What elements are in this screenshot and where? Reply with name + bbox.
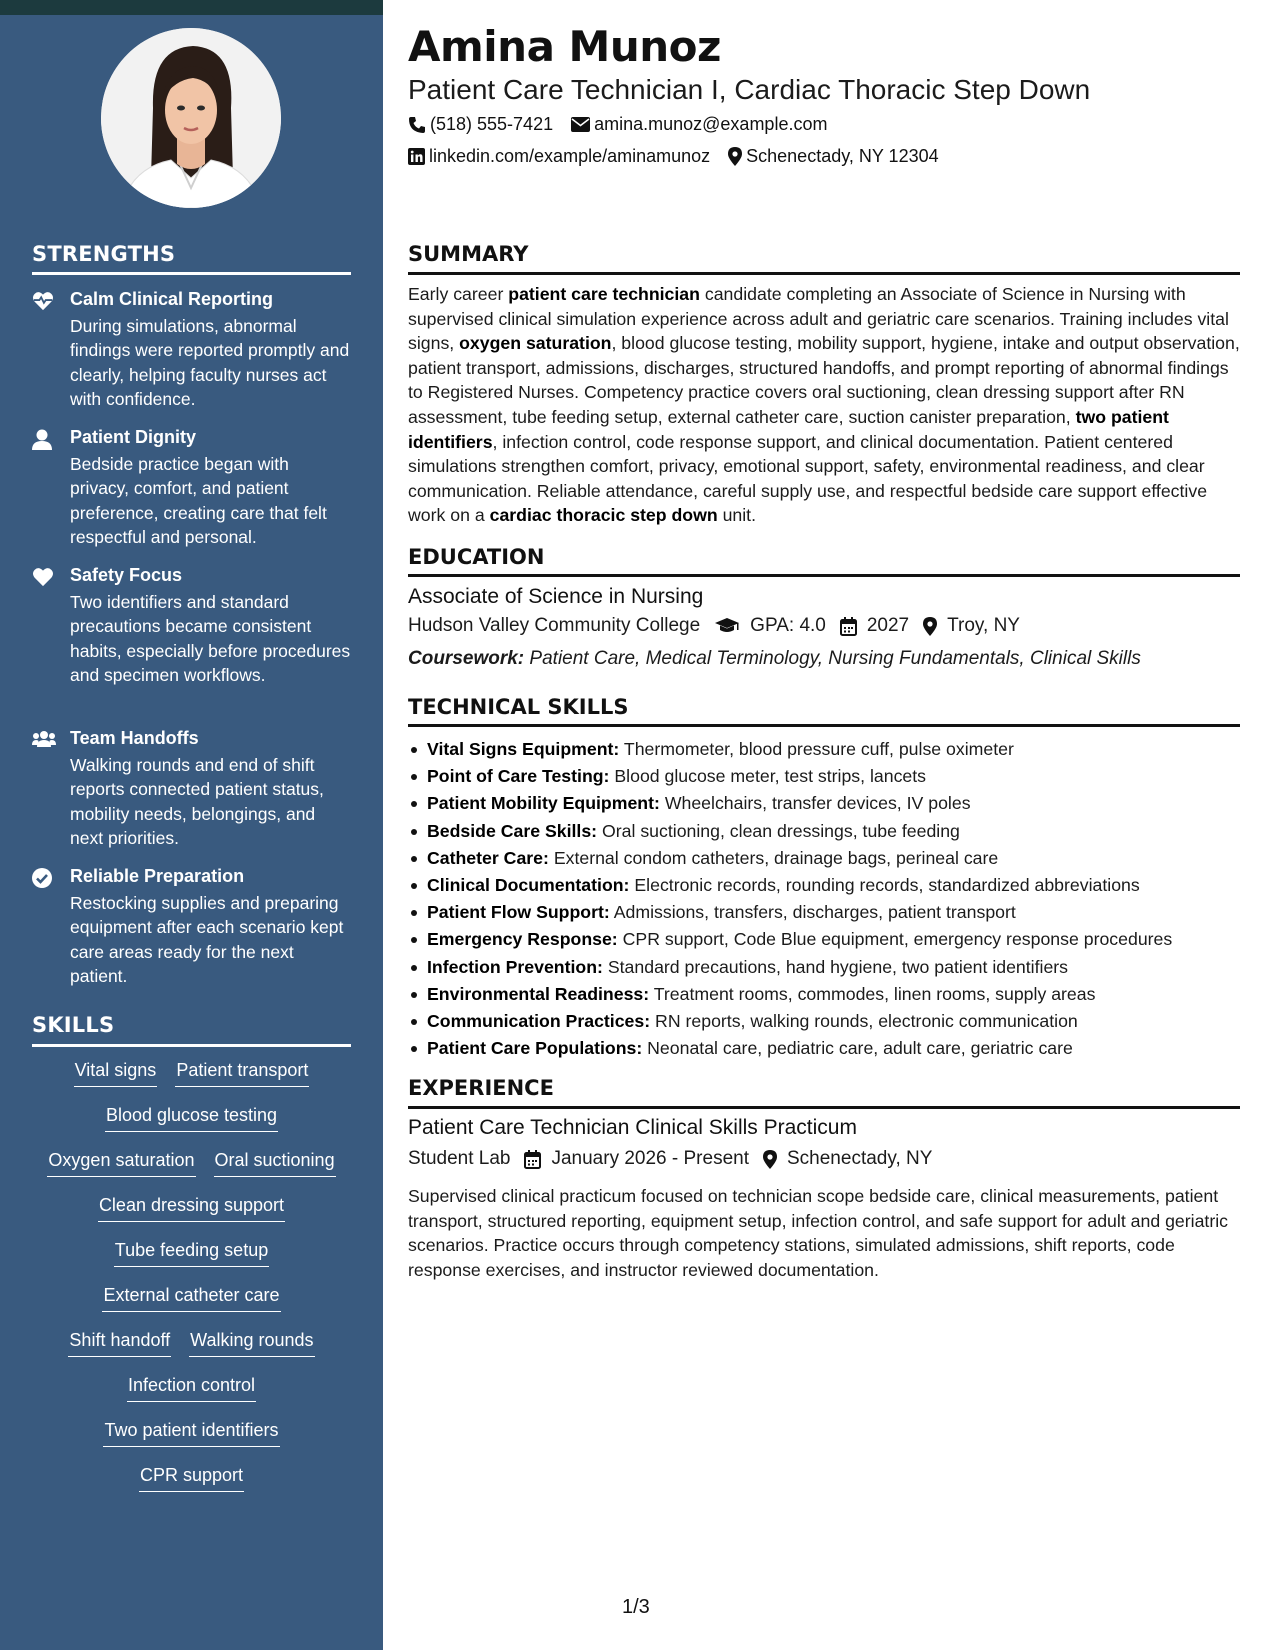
technical-skills-list (408, 736, 1240, 1062)
skill-chip-row (32, 1193, 351, 1238)
technical-skill-value: Neonatal care, pediatric care, adult care, geriatric care (647, 1038, 1073, 1059)
location-text: Schenectady, NY 12304 (746, 146, 939, 166)
grad-year-item (840, 615, 909, 637)
experience-location-text: Schenectady, NY (787, 1148, 933, 1169)
technical-skill-label: Bedside Care Skills: (427, 820, 598, 841)
strengths-heading: STRENGTHS (32, 242, 176, 266)
technical-skill-value: Standard precautions, hand hygiene, two patient identifiers (607, 956, 1069, 977)
experience-heading: EXPERIENCE (408, 1076, 554, 1100)
map-pin-icon (923, 617, 937, 636)
profile-photo (101, 28, 281, 208)
summary-heading: SUMMARY (408, 242, 529, 266)
strength-description: Walking rounds and end of shift reports connected patient status, mobility needs, belongings, and next priorities. (70, 755, 324, 849)
technical-skill-value: Electronic records, rounding records, standardized abbreviations (634, 875, 1140, 896)
skill-chip: Patient transport (175, 1058, 309, 1087)
technical-skill-item (408, 736, 1240, 763)
user-icon (32, 429, 54, 451)
skill-chip: Tube feeding setup (114, 1238, 269, 1267)
technical-skill-item (408, 1008, 1240, 1035)
technical-skill-value: External condom catheters, drainage bags, perineal care (553, 847, 999, 868)
linkedin-url[interactable]: linkedin.com/example/aminamunoz (429, 146, 711, 166)
technical-skill-label: Infection Prevention: (427, 956, 603, 977)
map-pin-icon (728, 147, 742, 166)
profile-photo-portrait (101, 28, 281, 208)
strength-title: Calm Clinical Reporting (70, 289, 274, 309)
summary-run: Early career (408, 284, 509, 304)
coursework-list: Patient Care, Medical Terminology, Nursing Fundamentals, Clinical Skills (529, 648, 1141, 669)
skill-chip-row (32, 1373, 351, 1418)
technical-skill-label: Patient Care Populations: (427, 1038, 643, 1059)
strength-description: Two identifiers and standard precautions became consistent habits, especially before procedures and specimen workflows. (70, 592, 351, 686)
skill-chip: Clean dressing support (98, 1193, 285, 1222)
skill-chip: Oral suctioning (214, 1148, 336, 1177)
coursework-label: Coursework: (408, 648, 525, 669)
education-heading: EDUCATION (408, 545, 545, 569)
users-icon (32, 730, 54, 752)
contact-row (408, 146, 957, 167)
technical-skill-item (408, 899, 1240, 926)
experience-meta (408, 1148, 946, 1170)
experience-role: Patient Care Technician Clinical Skills Practicum (408, 1116, 857, 1139)
job-title: Patient Care Technician I, Cardiac Thoracic Step Down (408, 74, 1091, 105)
heart-icon (32, 567, 54, 589)
skill-chip-row (32, 1463, 351, 1508)
summary-keyword: cardiac thoracic step down (489, 505, 718, 526)
technical-skills-heading: TECHNICAL SKILLS (408, 695, 629, 719)
technical-skill-value: RN reports, walking rounds, electronic communication (655, 1011, 1078, 1032)
skill-chip-row (32, 1418, 351, 1463)
organization-name: Student Lab (408, 1148, 511, 1169)
skills-heading: SKILLS (32, 1013, 115, 1037)
skill-chip: Walking rounds (189, 1328, 314, 1357)
school-name: Hudson Valley Community College (408, 615, 701, 636)
skill-chip: Oxygen saturation (47, 1148, 195, 1177)
technical-skill-label: Emergency Response: (427, 929, 618, 950)
strength-description: Bedside practice began with privacy, comfort, and patient preference, creating care that felt respectful and personal. (70, 454, 327, 548)
strength-title: Safety Focus (70, 565, 183, 585)
technical-skills-divider (408, 724, 1240, 727)
dates-text: January 2026 - Present (551, 1148, 749, 1169)
technical-skill-item (408, 954, 1240, 981)
contact-row (408, 114, 845, 135)
phone-number: (518) 555-7421 (430, 114, 554, 134)
strength-title: Team Handoffs (70, 728, 199, 748)
school-location-text: Troy, NY (947, 615, 1020, 636)
education-divider (408, 574, 1240, 577)
summary-run: candidate completing an Associate of Science in Nursing with supervised clinical simulation experience across adult and geriatric care scenarios. Training includes vital signs, (408, 284, 1229, 354)
technical-skill-label: Point of Care Testing: (427, 766, 610, 787)
school-location-item (923, 615, 1020, 637)
summary-keyword: patient care technician (508, 284, 700, 304)
technical-skill-label: Communication Practices: (427, 1011, 651, 1032)
linkedin-icon (408, 148, 425, 165)
technical-skill-value: Admissions, transfers, discharges, patient transport (613, 902, 1016, 923)
graduation-cap-icon (714, 617, 740, 635)
summary-run: , infection control, code response support, and clinical documentation. Patient centered simulations strengthen comfort, privacy, emotional support, safety, environmental readiness, and clear communication. Reliable attendance, careful supply use, and respectful bedside care support effective work on a (408, 431, 1208, 526)
technical-skill-value: Oral suctioning, clean dressings, tube feeding (602, 820, 960, 841)
education-meta (408, 615, 1034, 637)
strength-title: Patient Dignity (70, 427, 197, 447)
experience-divider (408, 1106, 1240, 1109)
technical-skill-label: Vital Signs Equipment: (427, 739, 620, 759)
technical-skill-item (408, 790, 1240, 817)
technical-skill-label: Patient Flow Support: (427, 902, 610, 923)
technical-skill-item (408, 981, 1240, 1008)
technical-skill-value: Treatment rooms, commodes, linen rooms, supply areas (653, 983, 1096, 1004)
skill-chip-row (32, 1238, 351, 1283)
technical-skill-item (408, 926, 1240, 953)
summary-divider (408, 272, 1240, 275)
summary-run: , blood glucose testing, mobility support, hygiene, intake and output observation, patient transport, admissions, discharges, structured handoffs, and prompt reporting of abnormal findings to Registered Nurses. Competency practice covers oral suctioning, clean dressing support after RN assessment, tube feeding setup, external catheter care, suction canister preparation, (408, 333, 1240, 427)
skill-chip-row (32, 1328, 351, 1373)
technical-skill-label: Catheter Care: (427, 847, 549, 868)
phone-contact (408, 114, 553, 135)
experience-description: Supervised clinical practicum focused on technician scope bedside care, clinical measurements, patient transport, structured reporting, equipment setup, infection control, and safe support for adult and geriatric scenarios. Practice occurs through competency stations, simulated admissions, shift reports, code response exercises, and instructor reviewed documentation. (408, 1186, 1228, 1280)
candidate-name: Amina Munoz (408, 22, 721, 71)
summary-run: unit. (717, 505, 757, 526)
technical-skill-value: CPR support, Code Blue equipment, emergency response procedures (622, 929, 1173, 950)
sidebar-top-bar (0, 0, 383, 15)
skill-chip: External catheter care (102, 1283, 280, 1312)
strength-title: Reliable Preparation (70, 866, 245, 886)
technical-skill-item (408, 1035, 1240, 1062)
skill-chips (32, 1058, 351, 1508)
heartbeat-icon (32, 291, 54, 313)
skill-chip: Vital signs (74, 1058, 158, 1087)
technical-skill-value: Wheelchairs, transfer devices, IV poles (664, 793, 971, 814)
location-contact (728, 146, 938, 167)
linkedin-contact[interactable] (408, 146, 710, 167)
technical-skill-value: Thermometer, blood pressure cuff, pulse oximeter (623, 739, 1014, 759)
skills-divider (32, 1044, 351, 1047)
summary-text (408, 282, 1240, 528)
skill-chip: Blood glucose testing (105, 1103, 278, 1132)
technical-skill-item (408, 845, 1240, 872)
skill-chip: Two patient identifiers (103, 1418, 279, 1447)
calendar-icon (524, 1150, 541, 1169)
skill-chip-row (32, 1058, 351, 1103)
email-contact[interactable] (571, 114, 827, 135)
strength-description: During simulations, abnormal findings were reported promptly and clearly, helping faculty nurses act with confidence. (70, 316, 350, 410)
skill-chip-row (32, 1103, 351, 1148)
envelope-icon (571, 117, 590, 132)
skill-chip: CPR support (139, 1463, 244, 1492)
technical-skill-item (408, 872, 1240, 899)
skill-chip: Shift handoff (68, 1328, 171, 1357)
technical-skill-label: Clinical Documentation: (427, 875, 630, 896)
summary-keyword: two patient identifiers (408, 406, 1169, 452)
page-number: 1/3 (622, 1596, 650, 1618)
map-pin-icon (763, 1150, 777, 1169)
technical-skill-item (408, 818, 1240, 845)
check-circle-icon (32, 868, 54, 890)
dates-item (524, 1148, 749, 1170)
skill-chip: Infection control (127, 1373, 256, 1402)
email-address[interactable]: amina.munoz@example.com (594, 114, 828, 134)
strengths-divider (32, 272, 351, 275)
calendar-icon (840, 617, 857, 636)
gpa-item (714, 615, 826, 637)
technical-skill-value: Blood glucose meter, test strips, lancets (614, 766, 927, 787)
coursework (408, 648, 1141, 670)
technical-skill-label: Environmental Readiness: (427, 983, 650, 1004)
skill-chip-row (32, 1283, 351, 1328)
phone-icon (408, 116, 426, 134)
experience-location-item (763, 1148, 932, 1170)
skill-chip-row (32, 1148, 351, 1193)
strength-description: Restocking supplies and preparing equipment after each scenario kept care areas ready for the next patient. (70, 893, 344, 987)
technical-skill-label: Patient Mobility Equipment: (427, 793, 660, 814)
degree-title: Associate of Science in Nursing (408, 585, 704, 608)
gpa-text: GPA: 4.0 (750, 615, 826, 636)
technical-skill-item (408, 763, 1240, 790)
summary-keyword: oxygen saturation (459, 333, 612, 354)
grad-year-text: 2027 (866, 615, 910, 636)
